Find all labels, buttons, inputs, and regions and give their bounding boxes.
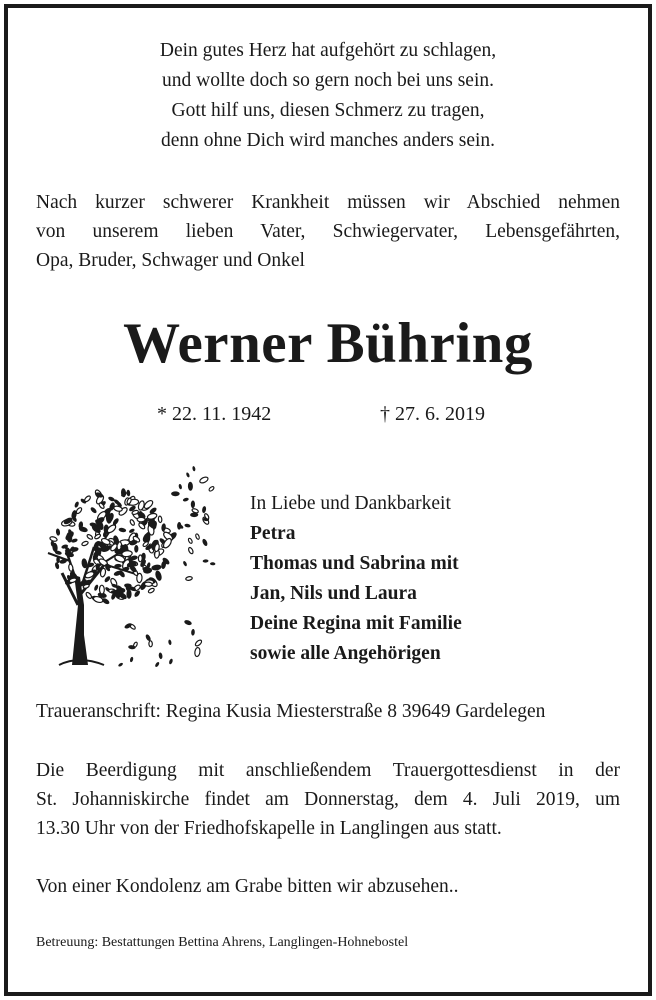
intro-line: Nach kurzer schwerer Krankheit müssen wir Abschied nehmen [36, 192, 620, 213]
funeral-home-credit: Betreuung: Bestattungen Bettina Ahrens, Langlingen-Hohnebostel [36, 935, 409, 950]
tree-leaves [49, 466, 215, 668]
intro-line: von unserem lieben Vater, Schwiegervater, Lebensgefährten, [36, 221, 620, 242]
poem-line: denn ohne Dich wird manches anders sein. [160, 130, 496, 151]
intro-line: Opa, Bruder, Schwager und Onkel [36, 250, 305, 271]
poem-line: Gott hilf uns, diesen Schmerz zu tragen, [171, 100, 485, 121]
poem-line: Dein gutes Herz hat aufgehört zu schlagen, [159, 40, 497, 61]
deceased-name: Werner Bühring [123, 312, 533, 375]
mourning-address: Traueranschrift: Regina Kusia Miesterstraße 8 39649 Gardelegen [36, 701, 546, 722]
death-date: † 27. 6. 2019 [380, 403, 485, 425]
mourners-intro: In Liebe und Dankbarkeit [250, 493, 451, 514]
intro-text [36, 188, 620, 275]
funeral-line: 13.30 Uhr von der Friedhofskapelle in Langlingen aus statt. [36, 818, 502, 839]
mourner-name: Petra [250, 523, 296, 544]
mourner-name: sowie alle Angehörigen [250, 643, 441, 664]
funeral-line: St. Johanniskirche findet am Donnerstag, dem 4. Juli 2019, um [36, 789, 620, 810]
mourner-name: Jan, Nils und Laura [250, 583, 417, 604]
birth-date: * 22. 11. 1942 [157, 403, 272, 425]
tree-illustration [34, 455, 224, 670]
mourner-name: Deine Regina mit Familie [250, 613, 462, 634]
mourners-block [250, 489, 462, 669]
mourner-name: Thomas und Sabrina mit [250, 553, 459, 574]
funeral-details [36, 756, 620, 843]
funeral-line: Die Beerdigung mit anschließendem Trauergottesdienst in der [36, 760, 620, 781]
poem-line: und wollte doch so gern noch bei uns sein. [162, 70, 494, 91]
poem [0, 36, 656, 156]
condolence-note: Von einer Kondolenz am Grabe bitten wir abzusehen.. [36, 876, 459, 897]
